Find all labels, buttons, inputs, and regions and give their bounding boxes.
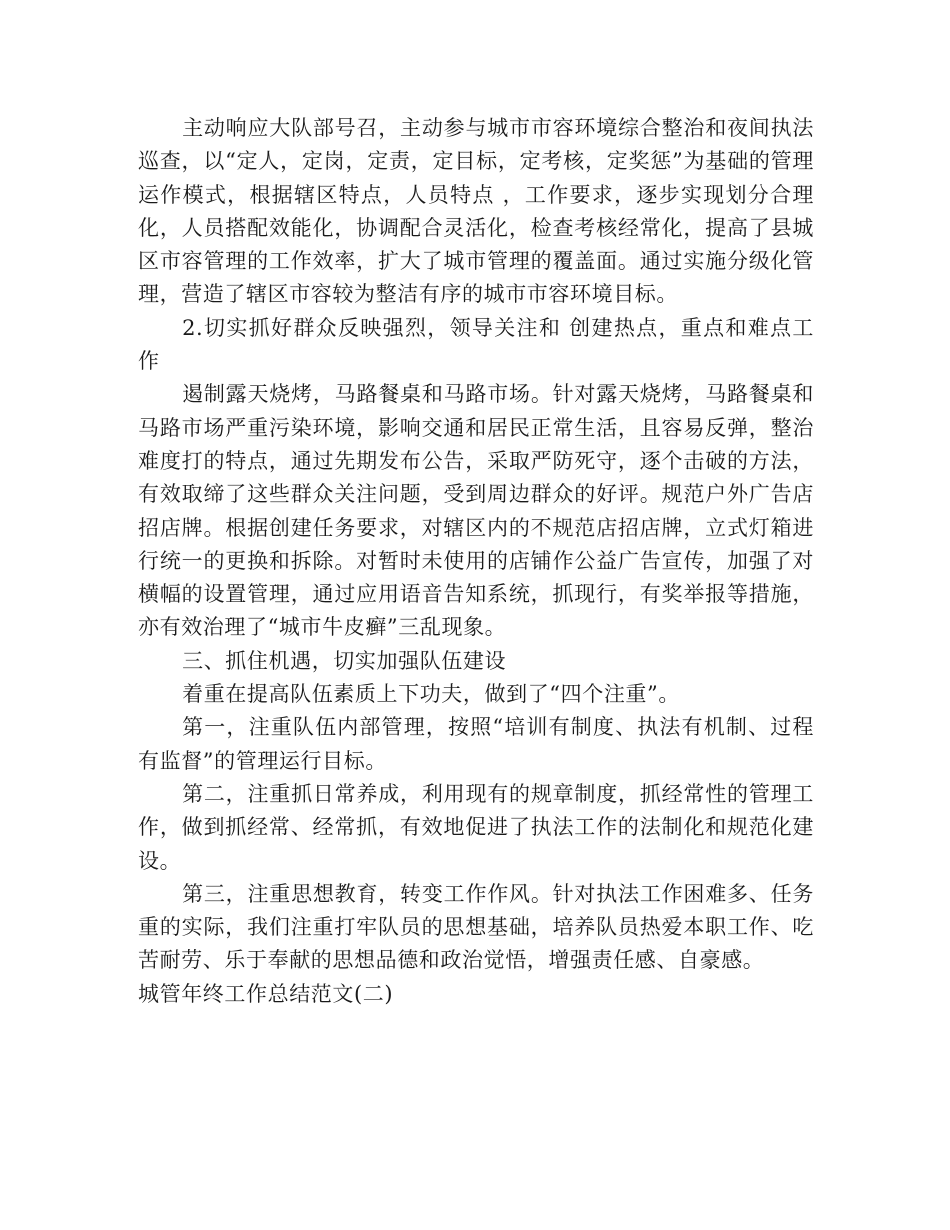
next-article-title: 城管年终工作总结范文(二) (138, 981, 394, 1006)
section-heading-team-building: 三、抓住机遇，切实加强队伍建设 (182, 648, 507, 673)
paragraph-street-vending: 遏制露天烧烤，马路餐桌和马路市场。针对露天烧烤，马路餐桌和马路市场严重污染环境，影响交通和居民正常生活，且容易反弹，整治难度打的特点，通过先期发布公告，采取严防死守，逐个击破的方法，有效取缔了这些群众关注问题，受到周边群众的好评。规范户外广告店招店牌。根据创建任务要求，对辖区内的不规范店招店牌，立式灯箱进行统一的更换和拆除。对暂时未使用的店铺作公益广告宣传，加强了对横幅的设置管理，通过应用语音告知系统，抓现行，有奖举报等措施，亦有效治理了“城市牛皮癣”三乱现象。 (138, 382, 814, 640)
paragraph-second-emphasis: 第二，注重抓日常养成，利用现有的规章制度，抓经常性的管理工作，做到抓经常、经常抓，有效地促进了执法工作的法制化和规范化建设。 (138, 781, 814, 873)
paragraph-four-emphases: 着重在提高队伍素质上下功夫，做到了“四个注重”。 (182, 682, 680, 707)
section-heading-hotspots: 2.切实抓好群众反映强烈，领导关注和 创建热点，重点和难点工作 (138, 315, 814, 374)
paragraph-third-emphasis: 第三，注重思想教育，转变工作作风。针对执法工作困难多、任务重的实际，我们注重打牢队员的思想基础，培养队员热爱本职工作、吃苦耐劳、乐于奉献的思想品德和政治觉悟，增强责任感、自豪感。 (138, 881, 814, 973)
document-body (138, 112, 814, 1011)
paragraph-first-emphasis: 第一，注重队伍内部管理，按照“培训有制度、执法有机制、过程有监督”的管理运行目标。 (138, 715, 814, 773)
paragraph-management-mode: 主动响应大队部号召，主动参与城市市容环境综合整治和夜间执法巡查，以“定人，定岗，定责，定目标，定考核，定奖惩”为基础的管理运作模式，根据辖区特点，人员特点 ，工作要求，逐步实现划分合理化，人员搭配效能化，协调配合灵活化，检查考核经常化，提高了县城区市容管理的工作效率，扩大了城市管理的覆盖面。通过实施分级化管理，营造了辖区市容较为整洁有序的城市市容环境目标。 (138, 116, 814, 307)
